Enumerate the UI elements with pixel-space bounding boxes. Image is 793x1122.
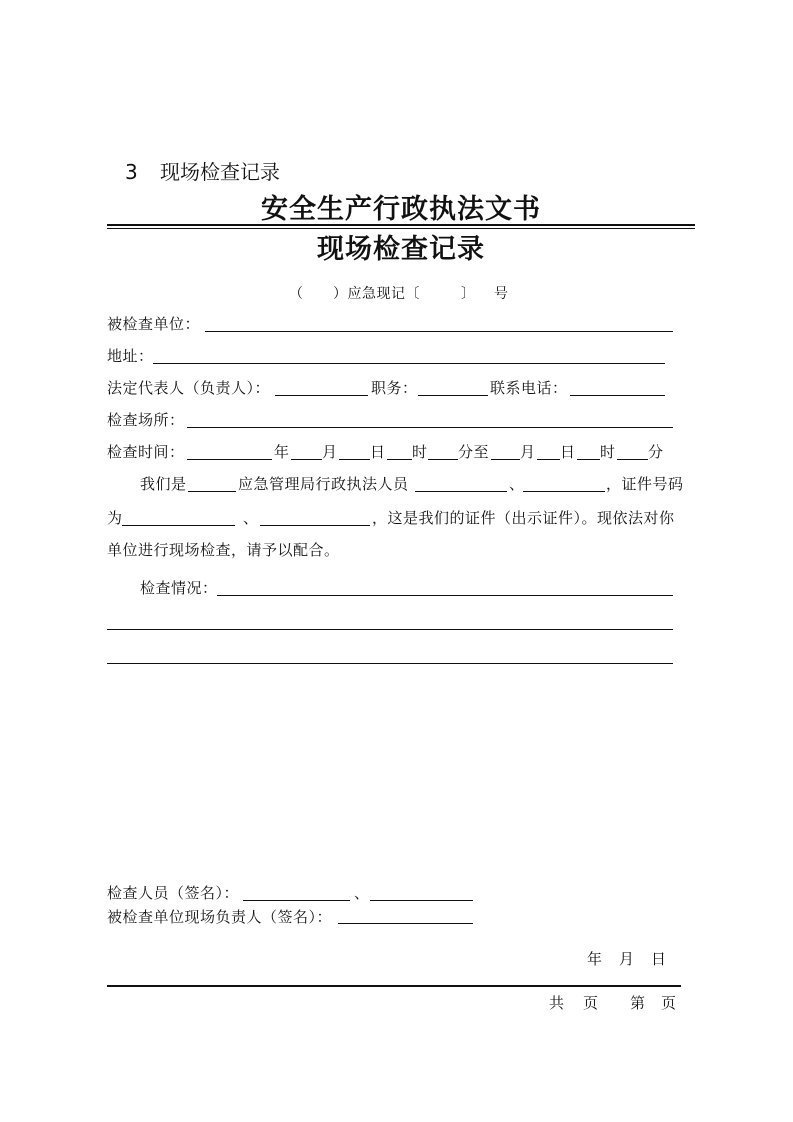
site-label: 检查场所： [107, 411, 185, 429]
legal-rep-label: 法定代表人（负责人）： [107, 379, 271, 397]
footer-rule [107, 985, 681, 987]
time-month-unit: 月 [322, 443, 338, 461]
time-label: 检查时间： [107, 443, 185, 461]
footer-current-suffix: 页 [661, 994, 677, 1012]
footer-total-prefix: 共 [549, 994, 565, 1012]
inspectors-signature-label: 检查人员（签名）： [107, 884, 240, 902]
inspection-line-1[interactable] [217, 595, 673, 596]
officer-2-blank[interactable] [523, 491, 605, 492]
footer-total-suffix: 页 [583, 994, 599, 1012]
statement-bureau: 应急管理局行政执法人员 [238, 475, 409, 493]
inspection-label: 检查情况： [140, 579, 218, 597]
unit-rep-signature-label: 被检查单位现场负责人（签名）： [107, 908, 333, 926]
statement-this-is: ，这是我们的证件（出示证件）。现依法对你 [372, 509, 675, 527]
inspected-unit-blank[interactable] [205, 331, 673, 332]
time-end-day-unit: 日 [560, 443, 576, 461]
inspector-1-signature-blank[interactable] [243, 900, 350, 901]
statement-line-3: 单位进行现场检查，请予以配合。 [107, 541, 340, 559]
time-hour-blank[interactable] [387, 459, 412, 460]
position-blank[interactable] [418, 395, 488, 396]
address-label: 地址： [107, 347, 154, 365]
footer-current-prefix: 第 [630, 994, 646, 1012]
section-title: 现场检查记录 [160, 160, 280, 184]
time-end-day-blank[interactable] [537, 459, 560, 460]
time-end-hour-unit: 时 [600, 443, 616, 461]
date-year: 年 [587, 950, 603, 968]
legal-rep-blank[interactable] [275, 395, 368, 396]
time-hour-unit: 时 [412, 443, 428, 461]
phone-label: 联系电话： [490, 379, 568, 397]
inspected-unit-label: 被检查单位： [107, 315, 201, 333]
signature-separator: 、 [354, 884, 370, 902]
inspector-2-signature-blank[interactable] [370, 900, 473, 901]
doc-number-open-paren: （ [289, 286, 304, 302]
statement-id-numbers: ，证件号码 [606, 475, 684, 493]
header-double-rule-thin [107, 228, 695, 229]
time-year-blank[interactable] [187, 459, 272, 460]
statement-separator-2: 、 [243, 509, 259, 527]
address-blank[interactable] [153, 363, 665, 364]
inspection-line-2[interactable] [107, 629, 673, 630]
doc-number-prefix: ）应急现记〔 [333, 286, 420, 302]
doc-number-close-bracket: 〕 [461, 286, 476, 302]
date-day: 日 [651, 950, 667, 968]
time-end-minute-unit: 分 [648, 443, 664, 461]
doc-number-suffix: 号 [494, 286, 509, 302]
document-title: 现场检查记录 [317, 234, 485, 265]
unit-rep-signature-blank[interactable] [338, 923, 473, 924]
position-label: 职务： [371, 379, 418, 397]
time-day-blank[interactable] [339, 459, 370, 460]
time-end-month-unit: 月 [520, 443, 536, 461]
time-end-minute-blank[interactable] [617, 459, 648, 460]
id-number-1-blank[interactable] [122, 525, 235, 526]
time-month-blank[interactable] [291, 459, 322, 460]
date-month: 月 [619, 950, 635, 968]
statement-as: 为 [107, 509, 123, 527]
section-number: 3 [125, 160, 138, 184]
site-blank[interactable] [187, 427, 673, 428]
time-day-unit: 日 [370, 443, 386, 461]
time-minute-blank[interactable] [428, 459, 458, 460]
statement-we-are: 我们是 [140, 475, 187, 493]
statement-separator: 、 [509, 475, 525, 493]
time-minute-to-unit: 分至 [458, 443, 490, 461]
header-double-rule-thick [107, 224, 695, 226]
time-end-hour-blank[interactable] [577, 459, 600, 460]
bureau-name-blank[interactable] [188, 491, 236, 492]
time-year-unit: 年 [274, 443, 290, 461]
inspection-line-3[interactable] [107, 663, 673, 664]
officer-1-blank[interactable] [415, 491, 507, 492]
time-end-month-blank[interactable] [491, 459, 520, 460]
document-series-title: 安全生产行政执法文书 [261, 194, 541, 225]
phone-blank[interactable] [570, 395, 665, 396]
id-number-2-blank[interactable] [260, 525, 370, 526]
